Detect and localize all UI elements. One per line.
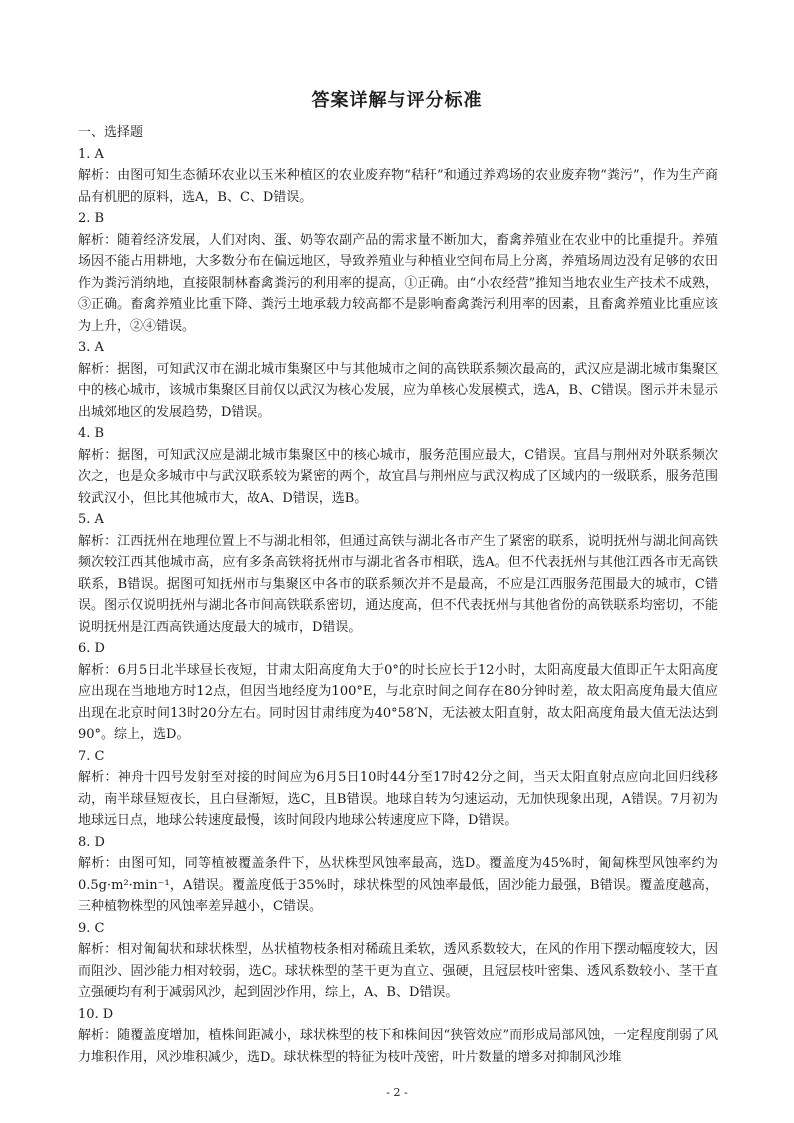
question-explanation: 解析：神舟十四号发射至对接的时间应为6月5日10时44分至17时42分之间，当天太阳直射点应向北回归线移动，南半球昼短夜长，且白昼渐短，选C，且B错误。地球自转为匀速运动，无加快现象出现，A错误。7月初为地球远日点，地球公转速度最慢，该时间段内地球公转速度应下降，D错误。 [78, 770, 718, 828]
question-item [78, 1004, 718, 1069]
question-explanation: 解析：据图，可知武汉应是湖北城市集聚区中的核心城市，服务范围应最大，C错误。宜昌与荆州对外联系频次次之，也是众多城市中与武汉联系较为紧密的两个，故宜昌与荆州应与武汉构成了区域内的一级联系，服务范围较武汉小，但比其他城市大，故A、D错误，选B。 [78, 447, 718, 506]
question-answer: 6. D [78, 641, 105, 656]
question-answer: 9. C [78, 920, 105, 936]
question-item [78, 918, 718, 1004]
question-explanation: 解析：6月5日北半球昼长夜短，甘肃太阳高度角大于0°的时长应长于12小时，太阳高度最大值即正午太阳高度应出现在当地地方时12点，但因当地经度为100°E，与北京时间之间存在80分钟时差，故太阳高度角最大值应出现在北京时间13时20分左右。同时因甘肃纬度为40°58′N，无法被太阳直射，故太阳高度角最大值无法达到90°。综上，选D。 [78, 662, 718, 742]
question-item [78, 337, 718, 423]
question-item [78, 832, 718, 918]
question-item [78, 638, 718, 746]
question-explanation: 解析：江西抚州在地理位置上不与湖北相邻，但通过高铁与湖北各市产生了紧密的联系，说明抚州与湖北间高铁频次较江西其他城市高，应有多条高铁将抚州市与湖北省各市相联，选A。但不代表抚州与其他江西各市无高铁联系，B错误。据图可知抚州市与集聚区中各市的联系频次并不是最高，不应是江西服务范围最大的城市，C错误。图示仅说明抚州与湖北各市间高铁联系密切，通达度高，但不代表抚州与其他省份的高铁联系均密切，不能说明抚州是江西高铁通达度最大的城市，D错误。 [78, 533, 718, 635]
question-answer: 7. C [78, 748, 105, 764]
question-explanation: 解析：由图可知生态循环农业以玉米种植区的农业废弃物“秸秆”和通过养鸡场的农业废弃物“粪污”，作为生产商品有机肥的原料，选A，B、C、D错误。 [78, 168, 718, 205]
question-answer: 10. D [78, 1006, 114, 1022]
question-item [78, 509, 718, 638]
question-explanation: 解析：由图可知，同等植被覆盖条件下，丛状株型风蚀率最高，选D。覆盖度为45%时，匍匐株型风蚀率约为0.5g·m²·min⁻¹，A错误。覆盖度低于35%时，球状株型的风蚀率最低，固沙能力最强，B错误。覆盖度越高，三种植物株型的风蚀率差异越小，C错误。 [78, 856, 718, 914]
question-answer: 4. B [78, 426, 105, 441]
question-answer: 2. B [78, 211, 105, 226]
question-item [78, 423, 718, 509]
page-number: - 2 - [386, 1086, 408, 1099]
question-answer: 3. A [78, 340, 104, 355]
answer-content [78, 122, 718, 1068]
question-explanation: 解析：相对匍匐状和球状株型，丛状植物枝条相对稀疏且柔软，透风系数较大，在风的作用下摆动幅度较大，因而阻沙、固沙能力相对较弱，选C。球状株型的茎干更为直立、强硬，且冠层枝叶密集、透风系数较小、茎干直立强硬均有利于减弱风沙，起到固沙作用，综上，A、B、D错误。 [78, 942, 718, 1000]
page-title: 答案详解与评分标准 [311, 90, 483, 111]
question-explanation: 解析：随覆盖度增加，植株间距减小，球状株型的枝下和株间因“狭管效应”而形成局部风蚀，一定程度削弱了风力堆积作用，风沙堆积减少，选D。球状株型的特征为枝叶茂密，叶片数量的增多对抑制风沙堆 [78, 1028, 718, 1065]
question-answer: 8. D [78, 834, 105, 850]
question-item [78, 746, 718, 832]
section-heading: 一、选择题 [78, 125, 144, 140]
question-explanation: 解析：据图，可知武汉市在湖北城市集聚区中与其他城市之间的高铁联系频次最高的，武汉应是湖北城市集聚区中的核心城市，该城市集聚区目前仅以武汉为核心发展，应为单核心发展模式，选A，B、C错误。图示并未显示出城郊地区的发展趋势，D错误。 [78, 361, 718, 420]
question-explanation: 解析：随着经济发展，人们对肉、蛋、奶等农副产品的需求量不断加大，畜禽养殖业在农业中的比重提升。养殖场因不能占用耕地，大多数分布在偏远地区，导致养殖业与种植业空间布局上分离，养殖场周边没有足够的农田作为粪污消纳地，直接限制林畜禽粪污的利用率的提高，①正确。由“小农经营”推知当地农业生产技术不成熟，③正确。畜禽养殖业比重下降、粪污土地承载力较高都不是影响畜禽粪污利用率的因素，且畜禽养殖业比重应该为上升，②④错误。 [78, 232, 718, 334]
question-answer: 5. A [78, 512, 104, 527]
question-answer: 1. A [78, 146, 104, 162]
question-item [78, 208, 718, 337]
question-item [78, 144, 718, 209]
